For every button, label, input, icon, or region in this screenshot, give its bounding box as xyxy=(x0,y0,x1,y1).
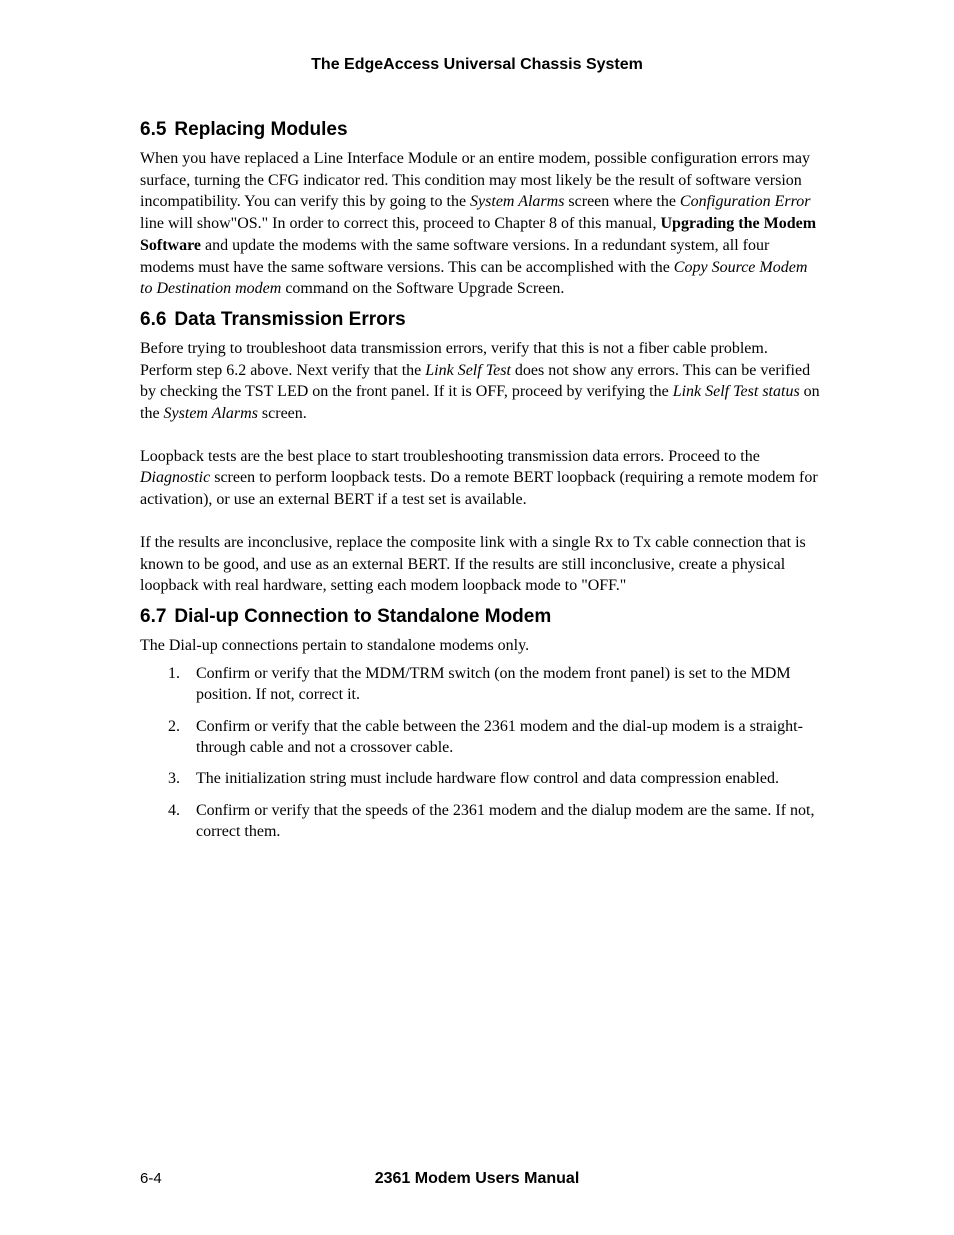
text-run: Before trying to troubleshoot data transmission errors, verify that this is not a fiber cable problem. Perform step 6.2 above. Next verify that the xyxy=(140,339,768,379)
italic-term: System Alarms xyxy=(470,193,565,211)
section-title: Dial-up Connection to Standalone Modem xyxy=(174,605,552,627)
section-heading xyxy=(140,605,820,629)
paragraph xyxy=(140,148,820,300)
paragraph: If the results are inconclusive, replace the composite link with a single Rx to Tx cable connection that is known to be good, and use as an external BERT. If the results are still inconclusive, create a physical loopback with real hardware, setting each modem loopback mode to "OFF." xyxy=(140,533,806,595)
paragraph xyxy=(140,338,820,425)
section-title: Replacing Modules xyxy=(174,119,348,140)
page-content xyxy=(140,118,820,853)
list-number: 1. xyxy=(168,664,180,682)
italic-term: Link Self Test status xyxy=(672,383,800,401)
italic-term: System Alarms xyxy=(163,405,258,423)
list-number: 2. xyxy=(168,717,180,735)
section-number: 6.6 xyxy=(140,308,167,330)
list-number: 3. xyxy=(168,770,180,788)
text-run: on the xyxy=(140,383,820,423)
list-text: The initialization string must include hardware flow control and data compression enabled. xyxy=(196,770,779,788)
text-run: line will show"OS." In order to correct this, proceed to Chapter 8 of this manual, xyxy=(140,215,661,233)
bold-term: Upgrading the Modem Software xyxy=(140,215,817,254)
text-run: Loopback tests are the best place to start troubleshooting transmission data errors. Proceed to the xyxy=(140,447,760,465)
list-item xyxy=(140,800,820,843)
italic-term: Configuration Error xyxy=(679,193,811,211)
text-run: does not show any errors. This can be verified by checking the TST LED on the front panel. If it is OFF, proceed by verifying the xyxy=(140,361,811,401)
page-number: 6-4 xyxy=(140,1170,162,1187)
italic-term: Link Self Test xyxy=(425,361,511,379)
paragraph: The Dial-up connections pertain to standalone modems only. xyxy=(140,636,530,654)
text-run: screen. xyxy=(257,405,307,423)
text-run: screen to perform loopback tests. Do a remote BERT loopback (requiring a remote modem for activation), or use an external BERT if a test set is available. xyxy=(140,469,818,509)
list-number: 4. xyxy=(168,801,180,819)
italic-term: Copy Source Modem to Destination modem xyxy=(140,258,808,298)
section-heading xyxy=(140,308,820,332)
italic-term: Diagnostic xyxy=(140,469,211,487)
section-6-7 xyxy=(140,605,820,843)
list-text: Confirm or verify that the cable between the 2361 modem and the dial-up modem is a straight-through cable and not a crossover cable. xyxy=(196,717,803,757)
paragraph xyxy=(140,446,820,511)
text-run: When you have replaced a Line Interface Module or an entire modem, possible configuration errors may surface, turning the CFG indicator red. This condition may most likely be the result of software version incompatibility. You can verify this by going to the xyxy=(140,150,810,211)
list-text: Confirm or verify that the MDM/TRM switch (on the modem front panel) is set to the MDM position. If not, correct it. xyxy=(196,664,791,704)
list-item xyxy=(140,716,820,759)
section-6-5 xyxy=(140,118,820,300)
running-header: The EdgeAccess Universal Chassis System xyxy=(311,56,643,73)
section-heading xyxy=(140,118,820,142)
numbered-list xyxy=(140,663,820,843)
footer-title: 2361 Modem Users Manual xyxy=(374,1170,580,1187)
section-number: 6.7 xyxy=(140,605,167,627)
text-run: screen where the xyxy=(564,193,680,211)
section-number: 6.5 xyxy=(140,119,167,140)
section-title: Data Transmission Errors xyxy=(174,308,406,330)
text-run: and update the modems with the same software versions. In a redundant system, all four modems must have the same software versions. This can be accomplished with the xyxy=(140,236,770,276)
list-item xyxy=(140,663,820,706)
text-run: command on the Software Upgrade Screen. xyxy=(281,280,565,298)
list-text: Confirm or verify that the speeds of the 2361 modem and the dialup modem are the same. If not, correct them. xyxy=(196,801,815,841)
list-item xyxy=(140,768,820,790)
section-6-6 xyxy=(140,308,820,597)
